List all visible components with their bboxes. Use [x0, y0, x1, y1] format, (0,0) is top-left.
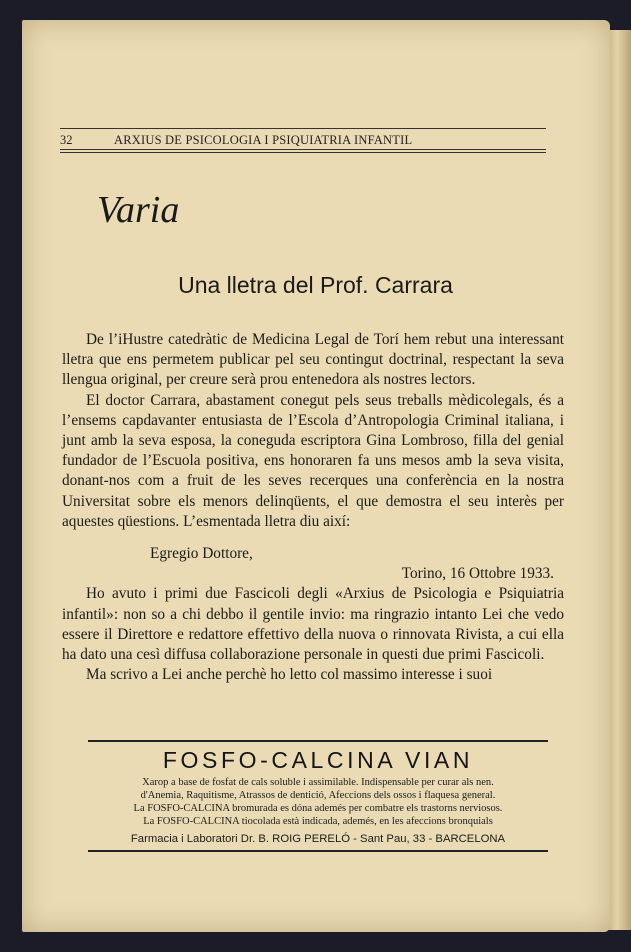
ad-pharmacy: Farmacia i Laboratori Dr. B. ROIG PERELÓ - Sant Pau, 33 - BARCELONA — [130, 833, 506, 845]
section-title: Varia — [97, 189, 180, 231]
ad-line: La FOSFO-CALCINA bromurada es dóna ademés per combatre els trastorns nerviosos. — [133, 803, 503, 814]
header-row — [60, 131, 546, 149]
journal-title: ARXIUS DE PSICOLOGIA I PSIQUIATRIA INFANTIL — [114, 133, 413, 147]
advertisement — [88, 740, 548, 852]
letter-date: Torino, 16 Ottobre 1933. — [401, 565, 554, 583]
ad-rule-bottom — [88, 850, 548, 852]
letter-paragraph: Ma scrivo a Lei anche perchè ho letto col massimo interesse i suoi — [86, 666, 493, 684]
letter-salutation: Egregio Dottore, — [150, 545, 253, 563]
paragraph: De l’iHustre catedràtic de Medicina Legal de Torí hem rebut una interessant lletra que ens permetem publicar pel seu contingut doctrinal, respectant la seva llengua original, per creure serà prou entenedora als nostres lectors. — [62, 331, 564, 389]
article-body — [62, 330, 564, 685]
ad-rule-top — [88, 740, 548, 742]
letter-paragraph: Ho avuto i primi due Fascicoli degli «Arxius de Psicologia e Psiquiatria infantil»: non so a chi debbo il gentile invio: ma ringrazio intanto Lei che vedo essere il Direttore e redattore effettivo della nuova o rinnovata Rivista, a cui ella ha dato una cesì diffusa collaborazione personale in questi due primi Fascicoli. — [62, 585, 564, 664]
running-header — [60, 128, 546, 155]
ad-line: La FOSFO-CALCINA tiocolada està indicada, ademés, en les afeccions bronquials — [143, 816, 493, 827]
header-rule-bottom-2 — [60, 152, 546, 153]
header-rule-bottom — [60, 149, 546, 150]
page-edge — [608, 30, 631, 930]
ad-brand: FOSFO-CALCINA VIAN — [162, 747, 474, 773]
article-title: Una lletra del Prof. Carrara — [178, 272, 453, 298]
page-number: 32 — [60, 133, 73, 147]
paragraph: El doctor Carrara, abastament conegut pels seus treballs mèdicolegals, és a l’ensems capdavanter entusiasta de l’Escola d’Antropologia Criminal italiana, i junt amb la seva esposa, la coneguda escriptora Gina Lombroso, filla del genial fundador de l’Escuola positiva, ens honoraren fa uns mesos amb la seva visita, donant-nos com a fruit de les seves recerques una conferència en la nostra Universitat sobre els menors delinqüents, el que demostra el seu interès per aquestes qüestions. L’esmentada lletra diu així: — [62, 391, 564, 530]
ad-lines — [88, 776, 548, 828]
header-rule-top — [60, 128, 546, 129]
ad-line: d'Anemia, Raquitisme, Atrassos de dentició, Afeccions dels ossos i flaquesa general. — [140, 790, 496, 801]
ad-line: Xarop a base de fosfat de cals soluble i assimilable. Indispensable per curar als nen. — [142, 777, 494, 788]
